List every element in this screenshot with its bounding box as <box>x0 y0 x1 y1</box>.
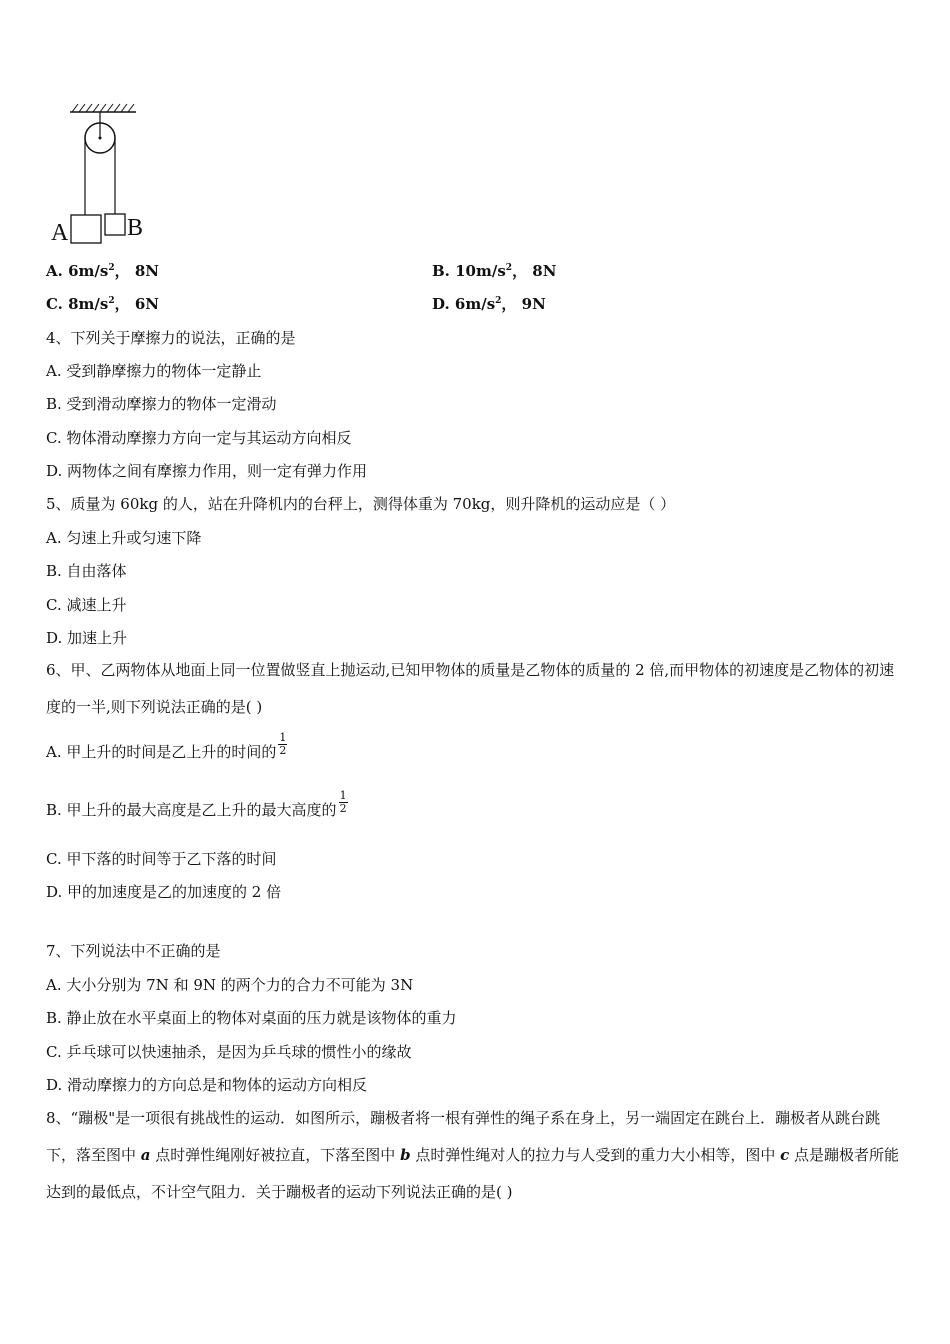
q6-option-a: A. 甲上升的时间是乙上升的时间的 $\frac{1}{2}$ <box>46 730 287 761</box>
q3-option-d: D. $6m/s^2$， 9N <box>432 295 546 313</box>
q8-stem: 8、“蹦极"是一项很有挑战性的运动．如图所示，蹦极者将一根有弹性的绳子系在身上，另一端固定在跳台上．蹦极者从跳台跳下，落至图中 a 点时弹性绳刚好被拉直，下落至图中 b 点时弹性绳对人的拉力与人受到的重力大小相等，图中 c 点是蹦极者所能达到的最低点，不计空气阻力．关于蹦极者的运动下列说法正确的是( ) <box>46 1109 900 1201</box>
q3-option-a: A. $6m/s^2$， 8N <box>46 262 159 280</box>
q4-stem: 4、下列关于摩擦力的说法，正确的是 <box>46 329 296 347</box>
fraction-one-half: $\frac{1}{2}$ <box>339 788 347 815</box>
block-a <box>71 215 101 243</box>
q5-option-d: D. 加速上升 <box>46 629 128 647</box>
q7-option-c: C. 乒乓球可以快速抽杀，是因为乒乓球的惯性小的缘故 <box>46 1043 412 1061</box>
q3-option-c: C. $8m/s^2$， 6N <box>46 295 159 313</box>
q7-option-d: D. 滑动摩擦力的方向总是和物体的运动方向相反 <box>46 1076 368 1094</box>
q6-option-b: B. 甲上升的最大高度是乙上升的最大高度的 $\frac{1}{2}$ <box>46 788 347 819</box>
q5-stem: 5、质量为 60kg 的人，站在升降机内的台秤上，测得体重为 70kg，则升降机的运动应是（ ） <box>46 495 676 513</box>
q7-stem: 7、下列说法中不正确的是 <box>46 942 221 960</box>
q4-option-b: B. 受到滑动摩擦力的物体一定滑动 <box>46 395 277 413</box>
q3-option-b: B. $10m/s^2$， 8N <box>432 262 557 280</box>
q4-option-d: D. 两物体之间有摩擦力作用，则一定有弹力作用 <box>46 462 368 480</box>
q6-stem: 6、甲、乙两物体从地面上同一位置做竖直上抛运动,已知甲物体的质量是乙物体的质量的 2 倍,而甲物体的初速度是乙物体的初速度的一半,则下列说法正确的是( ) <box>46 661 895 716</box>
q6-option-c: C. 甲下落的时间等于乙下落的时间 <box>46 850 277 868</box>
label-b: B <box>127 215 144 241</box>
q4-option-c: C. 物体滑动摩擦力方向一定与其运动方向相反 <box>46 429 352 447</box>
pulley-diagram <box>48 100 158 250</box>
q4-option-a: A. 受到静摩擦力的物体一定静止 <box>46 362 262 380</box>
label-a: A <box>51 220 69 246</box>
block-b <box>105 214 125 235</box>
q5-option-b: B. 自由落体 <box>46 562 127 580</box>
fraction-one-half: $\frac{1}{2}$ <box>279 730 287 757</box>
q6-option-d: D. 甲的加速度是乙的加速度的 2 倍 <box>46 883 282 901</box>
q5-option-a: A. 匀速上升或匀速下降 <box>46 529 202 547</box>
q5-option-c: C. 减速上升 <box>46 596 127 614</box>
pulley-axle <box>99 137 102 140</box>
q7-option-a: A. 大小分别为 7N 和 9N 的两个力的合力不可能为 3N <box>46 976 414 994</box>
q7-option-b: B. 静止放在水平桌面上的物体对桌面的压力就是该物体的重力 <box>46 1009 457 1027</box>
ceiling-hatch <box>72 104 134 112</box>
